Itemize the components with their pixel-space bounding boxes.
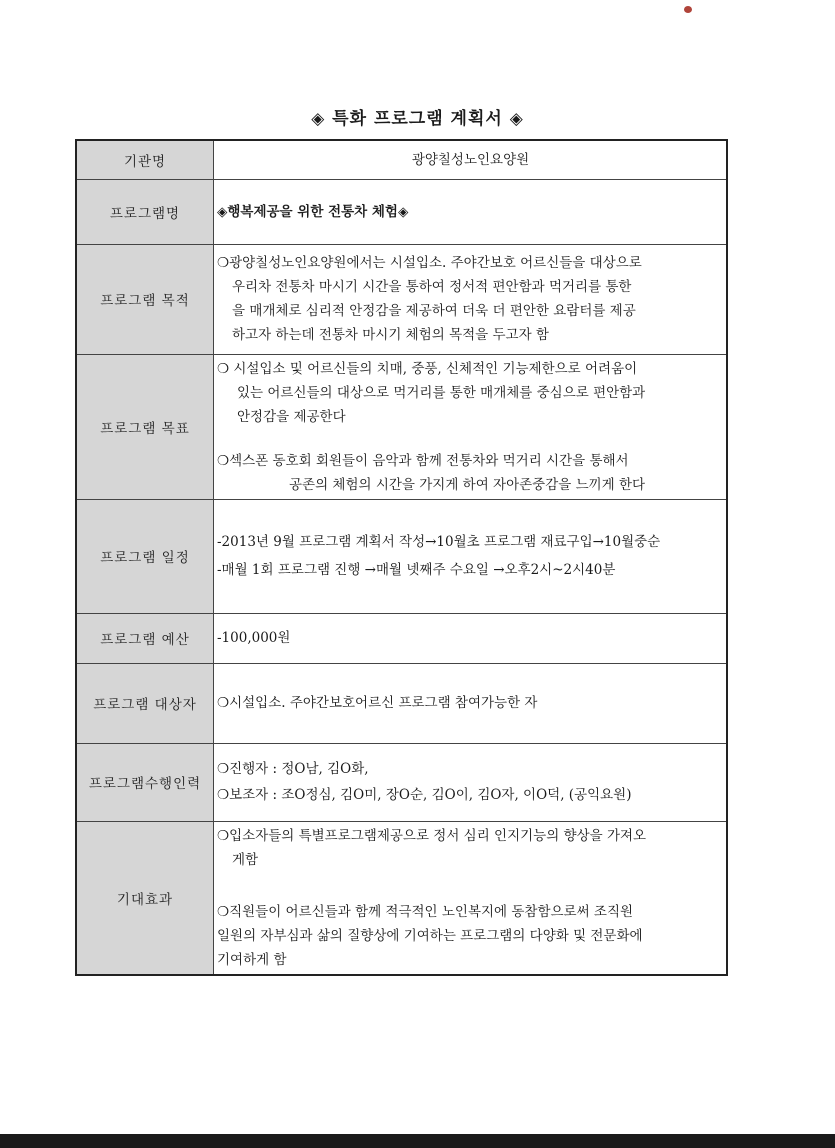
row-effect	[76, 821, 727, 975]
scan-mark	[684, 6, 692, 13]
value-target: ❍시설입소. 주야간보호어르신 프로그램 참여가능한 자	[214, 663, 728, 743]
value-schedule	[214, 499, 728, 613]
document-title: ◈ 특화 프로그램 계획서 ◈	[311, 109, 524, 129]
label-program-name: 프로그램명	[76, 179, 214, 244]
value-goal	[214, 354, 728, 499]
row-program-name	[76, 179, 727, 244]
label-budget: 프로그램 예산	[76, 613, 214, 663]
effect-line: 게함	[232, 851, 259, 868]
scan-bottom-edge	[0, 1134, 835, 1148]
label-target: 프로그램 대상자	[76, 663, 214, 743]
effect-line: ❍입소자들의 특별프로그램제공으로 정서 심리 인지기능의 향상을 가져오	[217, 827, 647, 844]
row-institution	[76, 140, 727, 179]
staff-line: ❍진행자 : 정O남, 김O화,	[217, 761, 369, 777]
effect-line: 기여하게 함	[217, 951, 287, 968]
goal-line: ❍ 시설입소 및 어르신들의 치매, 중풍, 신체적인 기능제한으로 어려움이	[217, 360, 638, 377]
value-effect	[214, 821, 728, 975]
label-institution: 기관명	[76, 140, 214, 179]
label-purpose: 프로그램 목적	[76, 244, 214, 354]
value-institution: 광양칠성노인요양원	[214, 140, 728, 179]
row-purpose	[76, 244, 727, 354]
row-schedule	[76, 499, 727, 613]
label-staff: 프로그램수행인력	[76, 743, 214, 821]
value-staff	[214, 743, 728, 821]
row-staff	[76, 743, 727, 821]
purpose-line: ❍광양칠성노인요양원에서는 시설입소. 주야간보호 어르신들을 대상으로	[217, 255, 642, 271]
goal-line: 있는 어르신들의 대상으로 먹거리를 통한 매개체를 중심으로 편안함과	[237, 384, 646, 401]
row-budget	[76, 613, 727, 663]
goal-line: 안정감을 제공한다	[237, 408, 346, 425]
program-plan-table	[75, 139, 728, 976]
value-budget: -100,000원	[214, 613, 728, 663]
staff-line: ❍보조자 : 조O정심, 김O미, 장O순, 김O이, 김O자, 이O덕, (공익요원)	[217, 787, 632, 803]
value-purpose	[214, 244, 728, 354]
schedule-line: -2013년 9월 프로그램 계획서 작성→10월초 프로그램 재료구입→10월중순	[217, 534, 661, 550]
label-effect: 기대효과	[76, 821, 214, 975]
row-goal	[76, 354, 727, 499]
value-program-name: ◈행복제공을 위한 전통차 체험◈	[214, 179, 728, 244]
purpose-line: 을 매개체로 심리적 안정감을 제공하여 더욱 더 편안한 요람터를 제공	[232, 303, 636, 319]
schedule-line: -매월 1회 프로그램 진행 →매월 넷째주 수요일 →오후2시~2시40분	[217, 562, 616, 578]
effect-line: 일원의 자부심과 삶의 질향상에 기여하는 프로그램의 다양화 및 전문화에	[217, 927, 643, 944]
goal-line: ❍섹스폰 동호회 회원들이 음악과 함께 전통차와 먹거리 시간을 통해서	[217, 452, 629, 469]
effect-line: ❍직원들이 어르신들과 함께 적극적인 노인복지에 동참함으로써 조직원	[217, 903, 634, 920]
row-target	[76, 663, 727, 743]
goal-line: 공존의 체험의 시간을 가지게 하여 자아존중감을 느끼게 한다	[289, 476, 646, 493]
label-goal: 프로그램 목표	[76, 354, 214, 499]
purpose-line: 우리차 전통차 마시기 시간을 통하여 정서적 편안함과 먹거리를 통한	[232, 279, 632, 295]
label-schedule: 프로그램 일정	[76, 499, 214, 613]
purpose-line: 하고자 하는데 전통차 마시기 체험의 목적을 두고자 함	[232, 327, 549, 343]
